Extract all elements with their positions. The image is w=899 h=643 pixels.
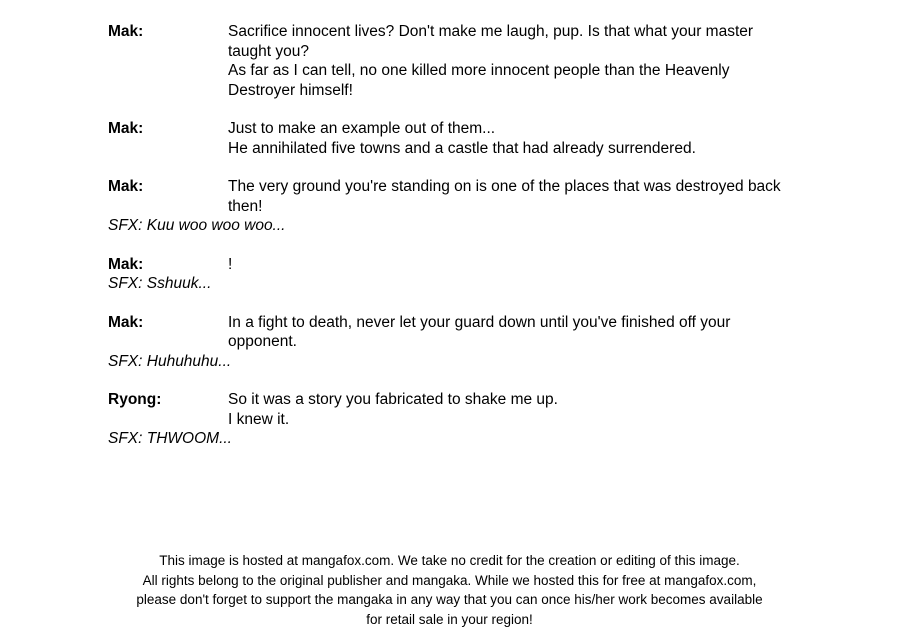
dialogue-line: So it was a story you fabricated to shake me up.: [228, 391, 558, 408]
dialogue-entry: [0, 22, 899, 100]
dialogue-lines: [228, 255, 799, 275]
dialogue-line: !: [228, 255, 233, 273]
speaker-label: Mak:: [108, 313, 144, 331]
dialogue-line: I knew it.: [228, 410, 290, 428]
footer-disclaimer: [0, 551, 899, 629]
footer-line: for retail sale in your region!: [366, 611, 533, 627]
footer-line: This image is hosted at mangafox.com. We take no credit for the creation or editing of this image.: [159, 553, 740, 568]
dialogue-line: Just to make an example out of them...: [228, 120, 496, 137]
dialogue-entry: [0, 255, 899, 275]
dialogue-lines: [228, 119, 799, 158]
dialogue-lines: [228, 313, 799, 352]
sfx-line: SFX: Sshuuk...: [108, 275, 212, 292]
dialogue-lines: [228, 177, 799, 216]
speaker-label: Mak:: [108, 23, 144, 40]
sfx-line: SFX: Kuu woo woo woo...: [108, 217, 286, 234]
dialogue-line: In a fight to death, never let your guard down until you've finished off your opponent.: [228, 313, 731, 350]
speaker-label: Mak:: [108, 178, 144, 195]
dialogue-line: He annihilated five towns and a castle that had already surrendered.: [228, 139, 696, 157]
dialogue-line: The very ground you're standing on is one of the places that was destroyed back then!: [228, 178, 781, 215]
dialogue-entry: [0, 313, 899, 352]
footer-line: All rights belong to the original publisher and mangaka. While we hosted this for free at mangafox.com,: [142, 572, 757, 588]
dialogue-line: As far as I can tell, no one killed more innocent people than the Heavenly Destroyer himself!: [228, 62, 730, 99]
dialogue-entry: [0, 390, 899, 429]
sfx-line: SFX: Huhuhuhu...: [108, 352, 232, 370]
speaker-label: Mak:: [108, 255, 144, 273]
dialogue-entry: [0, 177, 899, 216]
dialogue-line: Sacrifice innocent lives? Don't make me laugh, pup. Is that what your master taught you?: [228, 23, 754, 60]
sfx-line: SFX: THWOOM...: [108, 430, 232, 447]
dialogue-lines: [228, 390, 799, 429]
dialogue-entry: [0, 119, 899, 158]
speaker-label: Mak:: [108, 120, 144, 137]
dialogue-lines: [228, 22, 799, 100]
footer-line: please don't forget to support the mangaka in any way that you can once his/her work becomes available: [136, 592, 763, 607]
speaker-label: Ryong:: [108, 391, 162, 408]
